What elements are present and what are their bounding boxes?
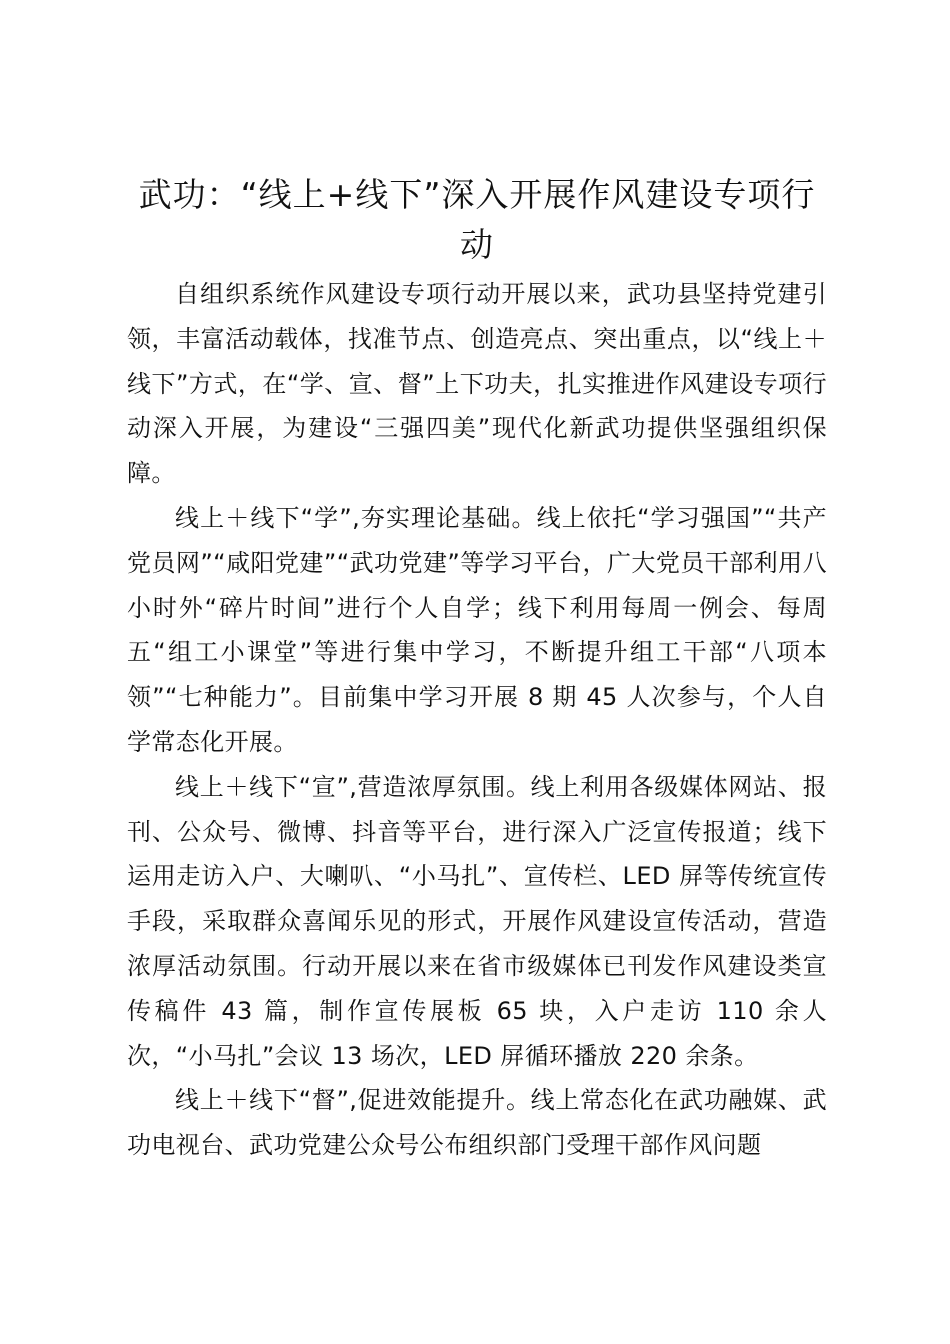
paragraph-intro: 自组织系统作风建设专项行动开展以来，武功县坚持党建引领，丰富活动载体，找准节点、创造亮点、突出重点，以“线上＋线下”方式，在“学、宣、督”上下功夫，扎实推进作风建设专项行动深入开展，为建设“三强四美”现代化新武功提供坚强组织保障。 <box>127 280 827 488</box>
paragraph-publicity: 线上＋线下“宣”,营造浓厚氛围。线上利用各级媒体网站、报刊、公众号、微博、抖音等平台，进行深入广泛宣传报道；线下运用走访入户、大喇叭、“小马扎”、宣传栏、LED 屏等传统宣传手段，采取群众喜闻乐见的形式，开展作风建设宣传活动，营造浓厚活动氛围。行动开展以来在省市级媒体已刊发作风建设类宣传稿件 43 篇，制作宣传展板 65 块，入户走访 110 余人次，“小马扎”会议 13 场次，LED 屏循环播放 220 余条。 <box>127 772 827 1070</box>
paragraph-study: 线上＋线下“学”,夯实理论基础。线上依托“学习强国”“共产党员网”“咸阳党建”“武功党建”等学习平台，广大党员干部利用八小时外“碎片时间”进行个人自学；线下利用每周一例会、每周五“组工小课堂”等进行集中学习，不断提升组工干部“八项本领”“七种能力”。目前集中学习开展 8 期 45 人次参与，个人自学常态化开展。 <box>127 503 827 756</box>
document-title: 武功：“线上+线下”深入开展作风建设专项行动 <box>138 175 816 264</box>
document-page <box>127 170 827 1168</box>
paragraph-supervision: 线上＋线下“督”,促进效能提升。线上常态化在武功融媒、武功电视台、武功党建公众号公布组织部门受理干部作风问题 <box>127 1086 827 1160</box>
